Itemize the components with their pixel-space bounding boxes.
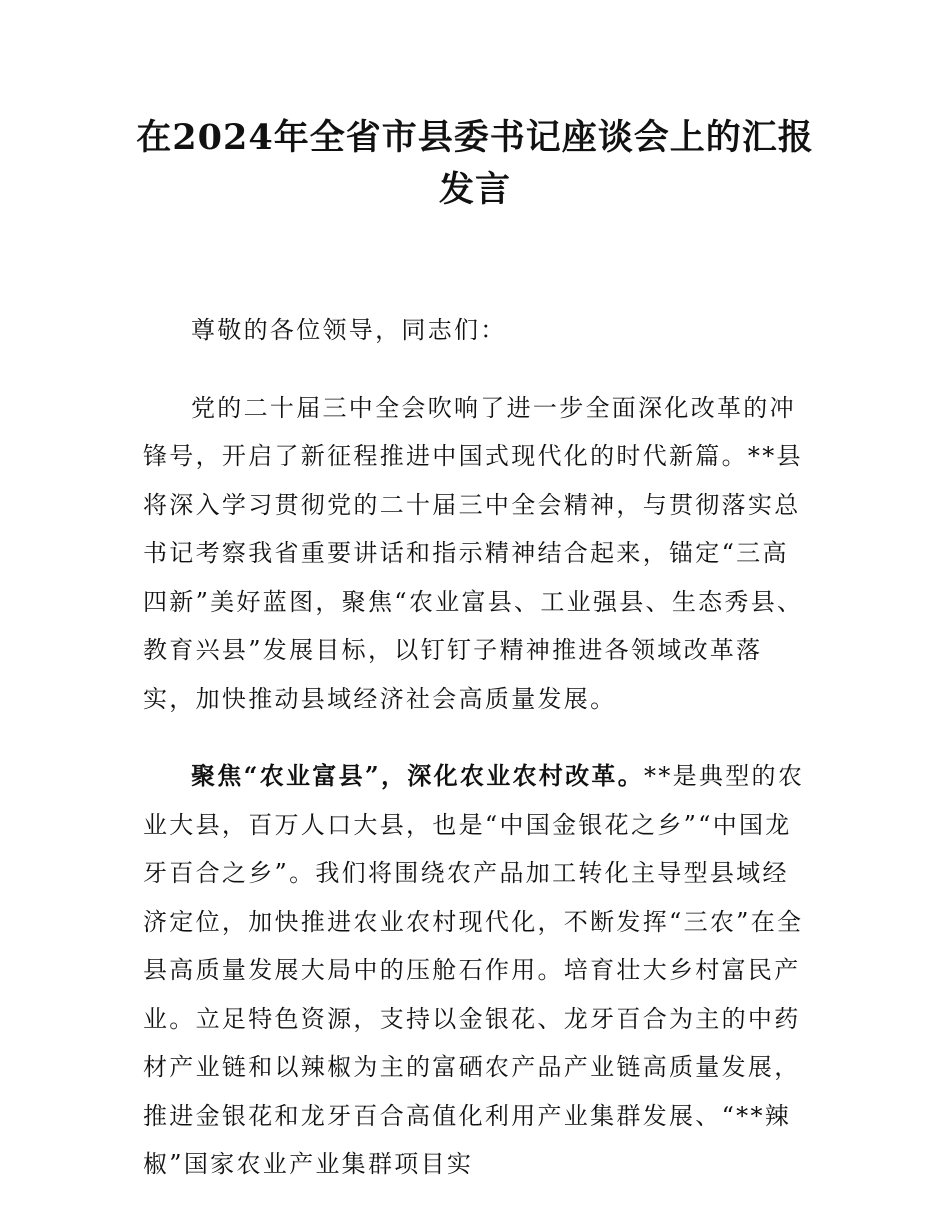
document-body: [143, 306, 811, 1189]
paragraph-intro: [143, 384, 811, 724]
document-title: 在2024年全省市县委书记座谈会上的汇报发言: [136, 117, 814, 210]
paragraph-agriculture: [143, 752, 811, 1189]
paragraph-intro-text: 党的二十届三中全会吹响了进一步全面深化改革的冲锋号，开启了新征程推进中国式现代化的时代新篇。**县将深入学习贯彻党的二十届三中全会精神，与贯彻落实总书记考察我省重要讲话和指示精神结合起来，锚定“三高四新”美好蓝图，聚焦“农业富县、工业强县、生态秀县、教育兴县”发展目标，以钉钉子精神推进各领域改革落实，加快推动县域经济社会高质量发展。: [143, 393, 804, 713]
salutation: 尊敬的各位领导，同志们：: [191, 316, 507, 344]
paragraph-agriculture-heading: 聚焦“农业富县”，深化农业农村改革。: [191, 761, 645, 790]
paragraph-agriculture-text: **是典型的农业大县，百万人口大县，也是“中国金银花之乡”“中国龙牙百合之乡”。我们将围绕农产品加工转化主导型县域经济定位，加快推进农业农村现代化，不断发挥“三农”在全县高质量发展大局中的压舱石作用。培育壮大乡村富民产业。立足特色资源，支持以金银花、龙牙百合为主的中药材产业链和以辣椒为主的富硒农产品产业链高质量发展，推进金银花和龙牙百合高值化利用产业集群发展、“**辣椒”国家农业产业集群项目实: [143, 762, 805, 1178]
